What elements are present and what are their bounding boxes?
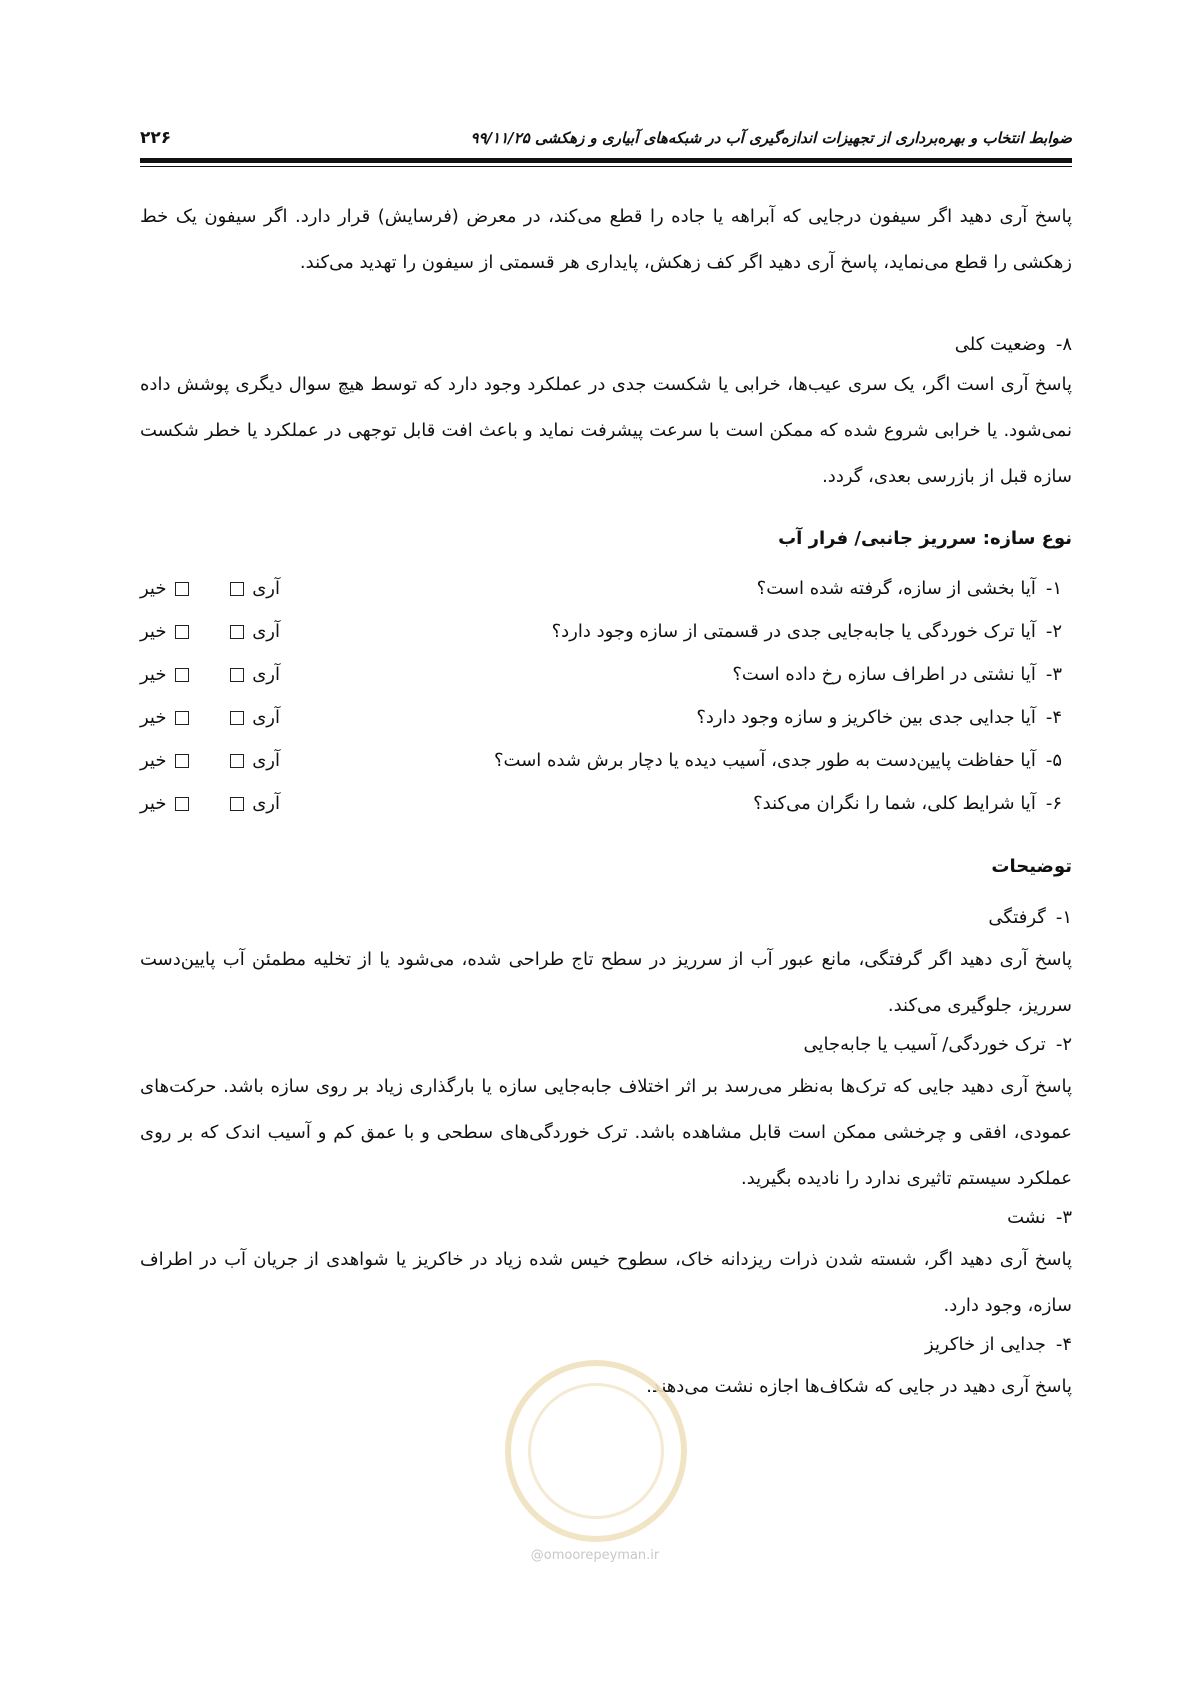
header-rule-thin bbox=[140, 166, 1072, 167]
yes-label: آری bbox=[252, 621, 280, 642]
checklist-row bbox=[140, 703, 1062, 733]
header-rule-thick bbox=[140, 158, 1072, 163]
yes-label: آری bbox=[252, 707, 280, 728]
notes-heading: توضیحات bbox=[991, 856, 1072, 877]
answer-options bbox=[140, 660, 280, 690]
no-checkbox[interactable] bbox=[175, 582, 189, 596]
note-number: ۳- bbox=[1055, 1207, 1072, 1228]
no-label: خیر bbox=[140, 621, 167, 642]
checklist-row bbox=[140, 746, 1062, 776]
watermark-inner-ring bbox=[528, 1383, 664, 1519]
no-label: خیر bbox=[140, 578, 167, 599]
question-text: آیا جدایی جدی بین خاکریز و سازه وجود دارد؟ bbox=[696, 707, 1036, 728]
watermark-seal bbox=[505, 1360, 687, 1542]
no-checkbox[interactable] bbox=[175, 754, 189, 768]
note-4-title bbox=[925, 1330, 1072, 1360]
answer-options bbox=[140, 703, 280, 733]
note-number: ۴- bbox=[1055, 1334, 1072, 1355]
no-checkbox[interactable] bbox=[175, 625, 189, 639]
note-3-title bbox=[1007, 1203, 1072, 1233]
question-number: ۵- bbox=[1045, 750, 1062, 771]
item-8-number: ۸- bbox=[1055, 334, 1072, 355]
watermark-url: @omoorepeyman.ir bbox=[530, 1548, 660, 1563]
answer-options bbox=[140, 789, 280, 819]
note-1-title bbox=[988, 903, 1072, 933]
question-text: آیا نشتی در اطراف سازه رخ داده است؟ bbox=[732, 664, 1036, 685]
note-label: گرفتگی bbox=[988, 907, 1046, 928]
note-number: ۱- bbox=[1055, 907, 1072, 928]
yes-label: آری bbox=[252, 578, 280, 599]
page-number: ۲۲۶ bbox=[140, 128, 172, 148]
yes-label: آری bbox=[252, 793, 280, 814]
no-checkbox[interactable] bbox=[175, 797, 189, 811]
no-checkbox[interactable] bbox=[175, 668, 189, 682]
intro-paragraph-2: پاسخ آری است اگر، یک سری عیب‌ها، خرابی یا شکست جدی در عملکرد وجود دارد که توسط هیچ سوال دیگری پوشش داده نمی‌شود. یا خرابی شروع شده که ممکن است با سرعت پیشرفت نماید و باعث افت قابل توجهی در عملکرد یا خطر شکست سازه قبل از بازرسی بعدی، گردد. bbox=[140, 374, 1072, 487]
yes-label: آری bbox=[252, 664, 280, 685]
item-8 bbox=[955, 330, 1072, 360]
question-number: ۲- bbox=[1045, 621, 1062, 642]
answer-options bbox=[140, 746, 280, 776]
note-2-text: پاسخ آری دهید جایی که ترک‌ها به‌نظر می‌رسد بر اثر اختلاف جابه‌جایی سازه یا بارگذاری زیاد بر روی سازه باشد. حرکت‌های عمودی، افقی و چرخشی ممکن است قابل مشاهده باشد. ترک خوردگی‌های سطحی و با عمق کم و آسیب اندک که بر روی عملکرد سیستم تاثیری ندارد را نادیده بگیرید. bbox=[140, 1076, 1072, 1189]
note-label: جدایی از خاکریز bbox=[925, 1334, 1046, 1355]
question-number: ۱- bbox=[1045, 578, 1062, 599]
question-text: آیا ترک خوردگی یا جابه‌جایی جدی در قسمتی از سازه وجود دارد؟ bbox=[551, 621, 1036, 642]
note-number: ۲- bbox=[1055, 1034, 1072, 1055]
structure-type-heading: نوع سازه: سرریز جانبی/ فرار آب bbox=[778, 528, 1072, 549]
intro-paragraph-1: پاسخ آری دهید اگر سیفون درجایی که آبراهه یا جاده را قطع می‌کند، در معرض (فرسایش) قرار دارد. اگر سیفون یک خط زهکشی را قطع می‌نماید، پاسخ آری دهید اگر کف زهکش، پایداری هر قسمتی از سیفون را تهدید می‌کند. bbox=[140, 206, 1072, 273]
question-text: آیا شرایط کلی، شما را نگران می‌کند؟ bbox=[753, 793, 1036, 814]
note-label: ترک خوردگی/ آسیب یا جابه‌جایی bbox=[803, 1034, 1046, 1055]
question-number: ۶- bbox=[1045, 793, 1062, 814]
no-label: خیر bbox=[140, 793, 167, 814]
item-8-label: وضعیت کلی bbox=[954, 334, 1046, 355]
yes-label: آری bbox=[252, 750, 280, 771]
page-header bbox=[140, 125, 1072, 151]
note-2-title bbox=[804, 1030, 1072, 1060]
checklist-row bbox=[140, 617, 1062, 647]
checklist-row bbox=[140, 660, 1062, 690]
note-1-text: پاسخ آری دهید اگر گرفتگی، مانع عبور آب از سرریز در سطح تاج طراحی شده، می‌شود یا از تخلیه مطمئن آب پایین‌دست سرریز، جلوگیری می‌کند. bbox=[140, 949, 1072, 1016]
running-title: ضوابط انتخاب و بهره‌برداری از تجهیزات اندازه‌گیری آب در شبکه‌های آبیاری و زهکشی ۹۹/۱۱/۲۵ bbox=[470, 129, 1072, 147]
yes-checkbox[interactable] bbox=[230, 668, 244, 682]
no-label: خیر bbox=[140, 707, 167, 728]
question-text: آیا حفاظت پایین‌دست به طور جدی، آسیب دیده یا دچار برش شده است؟ bbox=[494, 750, 1036, 771]
yes-checkbox[interactable] bbox=[230, 754, 244, 768]
note-4-text: پاسخ آری دهید در جایی که شکاف‌ها اجازه نشت می‌دهند. bbox=[646, 1376, 1072, 1397]
yes-checkbox[interactable] bbox=[230, 711, 244, 725]
no-label: خیر bbox=[140, 750, 167, 771]
note-label: نشت bbox=[1007, 1207, 1046, 1228]
checklist-row bbox=[140, 789, 1062, 819]
note-3-text: پاسخ آری دهید اگر، شسته شدن ذرات ریزدانه خاک، سطوح خیس شده زیاد در خاکریز یا شواهدی از جریان آب در اطراف سازه، وجود دارد. bbox=[140, 1249, 1072, 1316]
yes-checkbox[interactable] bbox=[230, 582, 244, 596]
question-text: آیا بخشی از سازه، گرفته شده است؟ bbox=[756, 578, 1036, 599]
checklist-row bbox=[140, 574, 1062, 604]
answer-options bbox=[140, 574, 280, 604]
question-number: ۳- bbox=[1045, 664, 1062, 685]
yes-checkbox[interactable] bbox=[230, 625, 244, 639]
no-label: خیر bbox=[140, 664, 167, 685]
answer-options bbox=[140, 617, 280, 647]
question-number: ۴- bbox=[1045, 707, 1062, 728]
yes-checkbox[interactable] bbox=[230, 797, 244, 811]
no-checkbox[interactable] bbox=[175, 711, 189, 725]
